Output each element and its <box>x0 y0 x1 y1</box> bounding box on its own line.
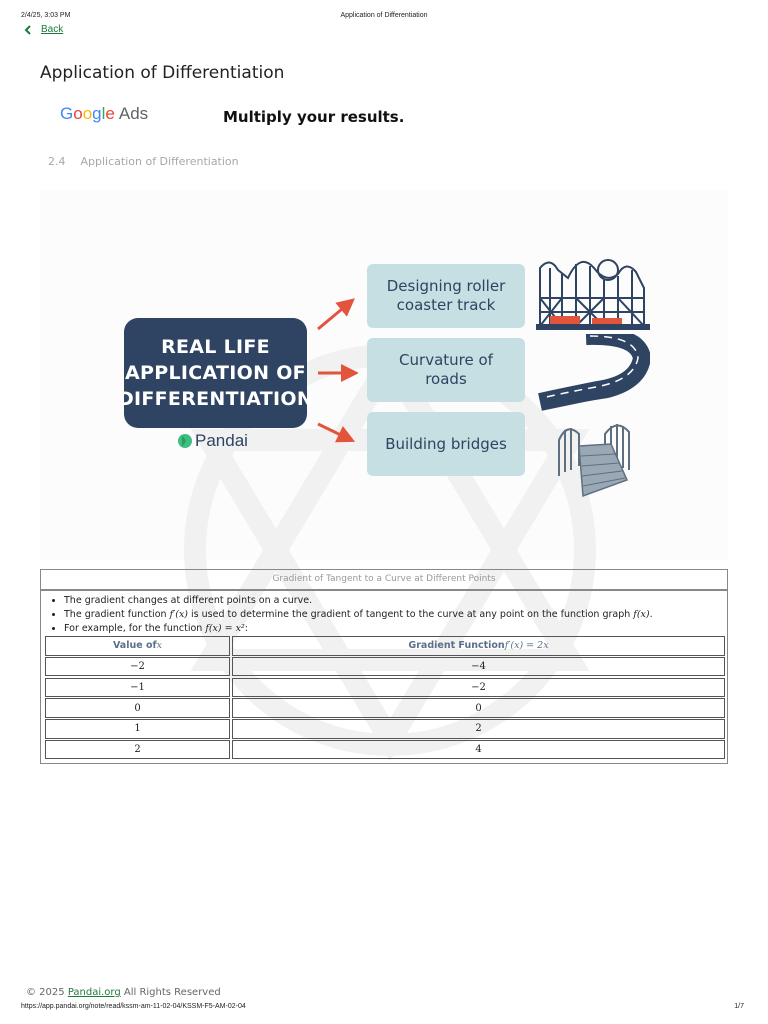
cell-x: 0 <box>45 698 230 718</box>
bullet-list <box>41 591 727 636</box>
card-bridges <box>367 412 525 476</box>
table-row <box>45 678 725 698</box>
values-table <box>45 636 725 761</box>
page-title: Application of Differentiation <box>40 63 285 83</box>
ad-tagline[interactable]: Multiply your results. <box>223 108 405 126</box>
main-title: REAL LIFE APPLICATION OF DIFFERENTIATION <box>117 336 314 410</box>
col-header-x: Value of x <box>45 636 230 656</box>
back-label[interactable]: Back <box>41 24 64 35</box>
table-row <box>45 698 725 718</box>
cell-x: 1 <box>45 719 230 739</box>
print-page-number: 1/7 <box>734 1003 744 1010</box>
arrow-down-icon <box>318 424 347 438</box>
table-row <box>45 719 725 739</box>
cell-gradient: 2 <box>232 719 725 739</box>
arrows <box>314 296 358 446</box>
table-row <box>45 657 725 677</box>
back-link[interactable] <box>24 24 63 35</box>
roller-coaster-icon <box>536 248 650 330</box>
card-roads <box>367 338 525 402</box>
cell-x: −2 <box>45 657 230 677</box>
section-number: 2.4 <box>48 155 66 168</box>
col-header-gradient: Gradient Function f′(x) = 2x <box>232 636 725 656</box>
pandai-logo-icon <box>177 433 193 449</box>
section-title: Application of Differentiation <box>80 155 239 168</box>
ads-logo-text: Ads <box>118 104 149 123</box>
pandai-brand <box>177 431 248 451</box>
print-doc-title: Application of Differentiation <box>340 12 428 19</box>
cell-x: −1 <box>45 678 230 698</box>
table-header-row <box>45 636 725 656</box>
table-body <box>40 590 728 764</box>
bullet-item: • For example, for the function f(x) = x²: <box>64 622 727 636</box>
pandai-link[interactable]: Pandai.org <box>67 987 121 998</box>
google-ads-logo <box>60 104 148 124</box>
card-roller-coaster-label: Designing roller coaster track <box>386 277 506 314</box>
cell-x: 2 <box>45 740 230 760</box>
section-heading <box>48 155 239 168</box>
cell-gradient: 4 <box>232 740 725 760</box>
table-caption: Gradient of Tangent to a Curve at Different Points <box>40 569 728 590</box>
google-ads-banner[interactable] <box>60 104 148 124</box>
bridge-icon <box>553 416 635 498</box>
bullet-item: • The gradient changes at different points on a curve. <box>64 594 727 608</box>
copyright: © 2025 Pandai.org All Rights Reserved <box>26 987 221 998</box>
main-title-box <box>117 318 314 428</box>
table-row <box>45 740 725 760</box>
cell-gradient: 0 <box>232 698 725 718</box>
print-url: https://app.pandai.org/note/read/kssm-am-11-02-04/KSSM-F5-AM-02-04 <box>21 1003 246 1010</box>
google-logo-text: Google <box>60 104 115 123</box>
cell-gradient: −2 <box>232 678 725 698</box>
chevron-left-icon <box>24 25 33 35</box>
card-roads-label: Curvature of roads <box>399 351 493 388</box>
arrow-up-icon <box>318 304 348 329</box>
gradient-table-section <box>40 569 728 763</box>
card-bridges-label: Building bridges <box>385 434 507 453</box>
bullet-item: • The gradient function f′(x) is used to determine the gradient of tangent to the curve at any point on the function graph f(x). <box>64 608 727 622</box>
pandai-brand-text: Pandai <box>195 431 248 450</box>
cell-gradient: −4 <box>232 657 725 677</box>
card-roller-coaster <box>367 264 525 328</box>
road-icon <box>538 334 650 412</box>
print-datetime: 2/4/25, 3:03 PM <box>21 12 71 19</box>
